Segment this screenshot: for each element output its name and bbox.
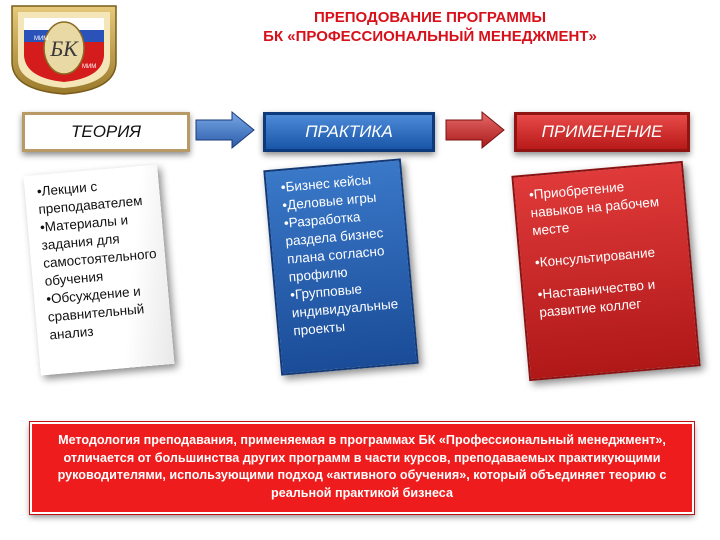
title-line-2: БК «ПРОФЕССИОНАЛЬНЫЙ МЕНЕДЖМЕНТ» xyxy=(263,28,597,45)
list-item: • Консультирование xyxy=(534,242,677,272)
emblem-logo xyxy=(8,4,120,96)
right-arrow-icon xyxy=(194,110,256,150)
logo-monogram: БК xyxy=(50,36,78,61)
header-practice: ПРАКТИКА xyxy=(263,112,435,152)
list-item: • Бизнес кейсы xyxy=(280,169,391,197)
card-application xyxy=(511,161,700,381)
list-item: • Приобретение навыков на рабочем месте xyxy=(528,174,674,240)
title-line-1: ПРЕПОДОВАНИЕ ПРОГРАММЫ xyxy=(313,9,547,26)
logo-text-bottom: МИМ xyxy=(82,64,97,70)
card-theory xyxy=(24,165,175,376)
page-title xyxy=(140,8,720,46)
header-application: ПРИМЕНЕНИЕ xyxy=(514,112,690,152)
right-arrow-icon xyxy=(444,110,506,150)
list-item: • Лекции с преподавателем xyxy=(36,173,151,219)
methodology-banner: Методология преподавания, применяемая в программах БК «Профессиональный менеджмент», отличается от большинства других программ в части курсов, преподаваемых практикующими руководителями, использующими подход «активного обучения», который объединяет теорию с реальной практикой бизнеса xyxy=(30,422,694,514)
card-practice xyxy=(263,158,418,375)
list-item: • Деловые игры xyxy=(282,187,393,215)
list-item: • Обсуждение и сравнительный анализ xyxy=(46,281,162,345)
logo-text-top: МИМ xyxy=(34,36,49,42)
header-theory: ТЕОРИЯ xyxy=(22,112,190,152)
list-item: • Наставничество и развитие коллег xyxy=(537,274,682,322)
list-item: • Групповые индивидуальные проекты xyxy=(290,277,404,340)
list-item: • Разработка раздела бизнес плана согласно профилю xyxy=(283,205,399,286)
list-item: • Материалы и задания для самостоятельного обучения xyxy=(39,209,157,290)
